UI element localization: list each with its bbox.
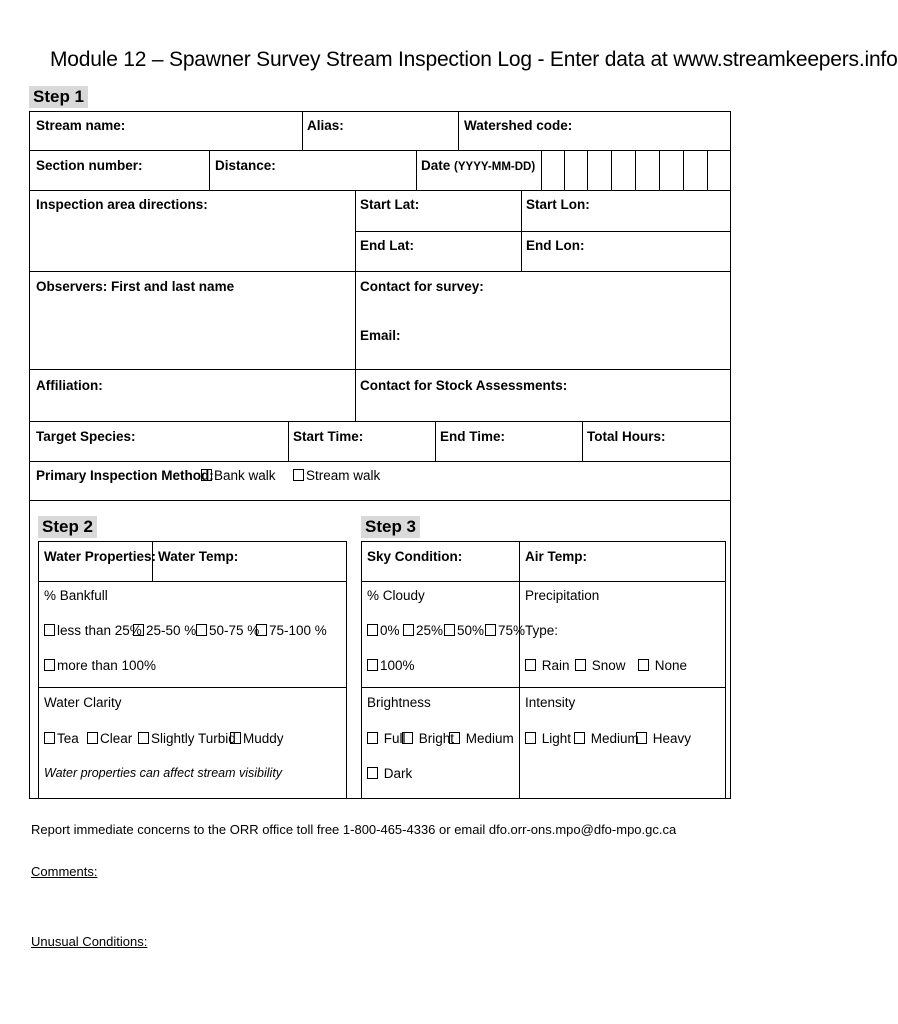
brightness-option-2[interactable]: Bright xyxy=(402,731,454,746)
precip-option-1[interactable]: Rain xyxy=(525,658,570,673)
bankfull-option-1[interactable]: less than 25% xyxy=(44,623,142,638)
checkbox-icon[interactable] xyxy=(575,659,586,671)
contact-survey-label: Contact for survey: xyxy=(360,279,484,294)
affiliation-label: Affiliation: xyxy=(36,378,103,393)
checkbox-icon[interactable] xyxy=(138,732,149,744)
start-lon-label: Start Lon: xyxy=(526,197,590,212)
alias-label: Alias: xyxy=(307,118,344,133)
step3-label: Step 3 xyxy=(361,516,420,538)
intensity-option-3[interactable]: Heavy xyxy=(636,731,691,746)
checkbox-icon[interactable] xyxy=(133,624,144,636)
brightness-label: Brightness xyxy=(367,695,431,710)
distance-label: Distance: xyxy=(215,158,276,173)
air-temp-label: Air Temp: xyxy=(525,549,588,564)
observers-label: Observers: First and last name xyxy=(36,279,235,294)
cloud-option-5[interactable]: 100% xyxy=(367,658,415,673)
date-label: Date (YYYY-MM-DD) xyxy=(421,158,536,173)
precip-option-2[interactable]: Snow xyxy=(575,658,626,673)
checkbox-icon[interactable] xyxy=(44,732,55,744)
checkbox-icon[interactable] xyxy=(636,732,647,744)
checkbox-icon[interactable] xyxy=(44,659,55,671)
checkbox-icon[interactable] xyxy=(44,624,55,636)
water-temp-label: Water Temp: xyxy=(158,549,239,564)
stream-walk-option[interactable]: Stream walk xyxy=(293,468,380,483)
brightness-option-4[interactable]: Dark xyxy=(367,766,412,781)
cloudy-label: % Cloudy xyxy=(367,588,425,603)
checkbox-icon[interactable] xyxy=(367,732,378,744)
brightness-option-3[interactable]: Medium xyxy=(449,731,514,746)
checkbox-icon[interactable] xyxy=(293,469,304,481)
checkbox-icon[interactable] xyxy=(403,624,414,636)
report-concerns-text: Report immediate concerns to the ORR office toll free 1-800-465-4336 or email dfo.orr-ons.mpo@dfo-mpo.gc.ca xyxy=(31,822,677,837)
clarity-option-2[interactable]: Clear xyxy=(87,731,132,746)
checkbox-icon[interactable] xyxy=(638,659,649,671)
step2-label: Step 2 xyxy=(38,516,97,538)
inspection-directions-label: Inspection area directions: xyxy=(36,197,208,212)
water-properties-label: Water Properties: xyxy=(44,549,157,564)
bankfull-option-3[interactable]: 50-75 % xyxy=(196,623,259,638)
checkbox-icon[interactable] xyxy=(402,732,413,744)
checkbox-icon[interactable] xyxy=(367,624,378,636)
step1-label: Step 1 xyxy=(29,86,88,108)
checkbox-icon[interactable] xyxy=(525,732,536,744)
intensity-option-2[interactable]: Medium xyxy=(574,731,639,746)
clarity-option-1[interactable]: Tea xyxy=(44,731,79,746)
cloud-option-4[interactable]: 75% xyxy=(485,623,525,638)
end-lat-label: End Lat: xyxy=(360,238,414,253)
bankfull-option-5[interactable]: more than 100% xyxy=(44,658,156,673)
section-number-label: Section number: xyxy=(36,158,143,173)
page-title: Module 12 – Spawner Survey Stream Inspection Log - Enter data at www.streamkeepers.info xyxy=(50,48,898,71)
target-species-label: Target Species: xyxy=(36,429,136,444)
bank-walk-option[interactable]: Bank walk xyxy=(201,468,276,483)
sky-condition-label: Sky Condition: xyxy=(367,549,463,564)
email-label: Email: xyxy=(360,328,401,343)
unusual-conditions-label: Unusual Conditions: xyxy=(31,934,148,949)
total-hours-label: Total Hours: xyxy=(587,429,666,444)
cloud-option-3[interactable]: 50% xyxy=(444,623,484,638)
checkbox-icon[interactable] xyxy=(256,624,267,636)
bankfull-label: % Bankfull xyxy=(44,588,108,603)
end-time-label: End Time: xyxy=(440,429,506,444)
checkbox-icon[interactable] xyxy=(367,659,378,671)
checkbox-icon[interactable] xyxy=(444,624,455,636)
checkbox-icon[interactable] xyxy=(525,659,536,671)
comments-label: Comments: xyxy=(31,864,98,879)
checkbox-icon[interactable] xyxy=(87,732,98,744)
intensity-label: Intensity xyxy=(525,695,576,710)
end-lon-label: End Lon: xyxy=(526,238,585,253)
precipitation-label: Precipitation xyxy=(525,588,600,603)
bankfull-option-4[interactable]: 75-100 % xyxy=(256,623,327,638)
checkbox-icon[interactable] xyxy=(574,732,585,744)
checkbox-icon[interactable] xyxy=(230,732,241,744)
clarity-option-4[interactable]: Muddy xyxy=(230,731,284,746)
start-lat-label: Start Lat: xyxy=(360,197,420,212)
checkbox-icon[interactable] xyxy=(449,732,460,744)
primary-method-label: Primary Inspection Method: xyxy=(36,468,214,483)
brightness-option-1[interactable]: Full xyxy=(367,731,406,746)
precip-option-3[interactable]: None xyxy=(638,658,687,673)
stream-name-label: Stream name: xyxy=(36,118,126,133)
start-time-label: Start Time: xyxy=(293,429,364,444)
type-label: Type: xyxy=(525,623,559,638)
water-clarity-label: Water Clarity xyxy=(44,695,122,710)
watershed-code-label: Watershed code: xyxy=(464,118,573,133)
cloud-option-2[interactable]: 25% xyxy=(403,623,443,638)
contact-stock-label: Contact for Stock Assessments: xyxy=(360,378,568,393)
visibility-note: Water properties can affect stream visibility xyxy=(44,766,283,780)
checkbox-icon[interactable] xyxy=(196,624,207,636)
clarity-option-3[interactable]: Slightly Turbid xyxy=(138,731,236,746)
bankfull-option-2[interactable]: 25-50 % xyxy=(133,623,196,638)
cloud-option-1[interactable]: 0% xyxy=(367,623,400,638)
checkbox-icon[interactable] xyxy=(485,624,496,636)
checkbox-icon[interactable] xyxy=(367,767,378,779)
checkbox-icon[interactable] xyxy=(201,469,212,481)
intensity-option-1[interactable]: Light xyxy=(525,731,571,746)
